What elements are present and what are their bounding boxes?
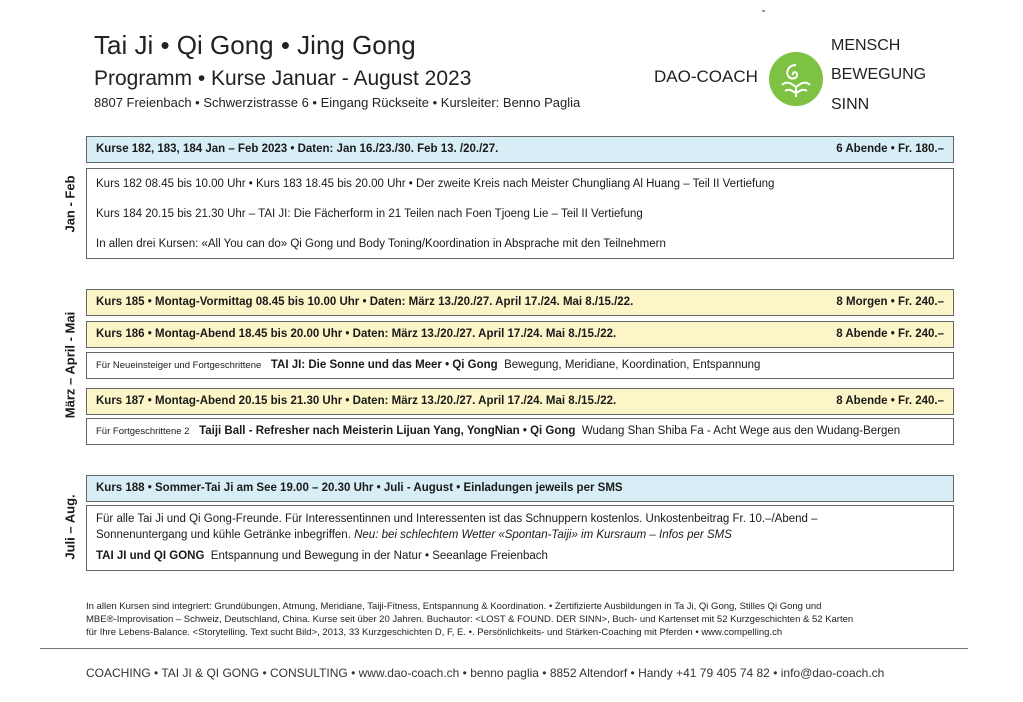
footnote <box>86 600 946 639</box>
footer-divider <box>40 648 968 649</box>
summer-line-1: Für alle Tai Ji und Qi Gong-Freunde. Für Interessentinnen und Interessenten ist das Schnuppern kostenlos. Unkostenbeitrag Fr. 10.–/Abend – <box>96 513 818 525</box>
detail-row: Kurs 184 20.15 bis 21.30 Uhr – TAI JI: Die Fächerform in 21 Teilen nach Foen Tjoeng Lie – Teil II Vertiefung <box>96 208 643 220</box>
summer-line-3-rest: Entspannung und Bewegung in der Natur • Seeanlage Freienbach <box>210 550 548 562</box>
kurs-185-left: Kurs 185 • Montag-Vormittag 08.45 bis 10.00 Uhr • Daten: März 13./20./27. April 17./24. Mai 8./15./22. <box>96 296 634 308</box>
page-subtitle: Programm • Kurse Januar - August 2023 <box>94 67 472 90</box>
section-label-jan-feb: Jan - Feb <box>62 175 78 233</box>
banner-kurs-187 <box>86 388 954 415</box>
detail-row: Kurs 182 08.45 bis 10.00 Uhr • Kurs 183 18.45 bis 20.00 Uhr • Der zweite Kreis nach Meister Chungliang Al Huang – Teil II Vertiefung <box>96 178 775 190</box>
course-topics: Wudang Shan Shiba Fa - Acht Wege aus den Wudang-Bergen <box>581 425 901 437</box>
word-sinn: SINN <box>831 96 870 113</box>
footnote-line: MBE®-Improvisation – Schweiz, Deutschland, China. Kurse seit über 20 Jahren. Buchautor: <LOST & FOUND. DER SINN>, Buch- und Kartenset mit 52 Kurzgeschichten & 52 Karten <box>86 614 854 625</box>
kurs-187-description <box>86 418 954 445</box>
banner-kurs-186 <box>86 321 954 348</box>
word-bewegung: BEWEGUNG <box>831 66 927 83</box>
banner-kurs-188 <box>86 475 954 502</box>
footer-contact: COACHING • TAI JI & QI GONG • CONSULTING • www.dao-coach.ch • benno paglia • 8852 Altendorf • Handy +41 79 405 74 82 • info@dao-coach.ch <box>86 666 885 680</box>
address-line: 8807 Freienbach • Schwerzistrasse 6 • Eingang Rückseite • Kursleiter: Benno Paglia <box>94 95 581 110</box>
word-mensch: MENSCH <box>831 37 901 54</box>
details-jan-feb <box>86 168 954 259</box>
summer-line-2a: Sonnenuntergang und kühle Getränke inbegriffen. <box>96 529 351 541</box>
summer-line-3-bold: TAI JI und QI GONG <box>96 550 205 562</box>
kurs-187-right: 8 Abende • Fr. 240.– <box>836 395 944 407</box>
banner-jan-feb <box>86 136 954 163</box>
scan-mark <box>762 10 765 12</box>
green-spiral-logo-icon <box>768 51 824 107</box>
banner-jan-feb-right: 6 Abende • Fr. 180.– <box>836 143 944 155</box>
kurs-188-description <box>86 505 954 571</box>
detail-row: In allen drei Kursen: «All You can do» Qi Gong und Body Toning/Koordination in Absprache mit den Teilnehmern <box>96 238 666 250</box>
section-label-jul-aug: Juli – Aug. <box>62 494 78 560</box>
kurs-188-banner-text: Kurs 188 • Sommer-Tai Ji am See 19.00 – 20.30 Uhr • Juli - August • Einladungen jeweils per SMS <box>96 482 623 494</box>
course-title: Taiji Ball - Refresher nach Meisterin Lijuan Yang, YongNian • Qi Gong <box>199 425 576 437</box>
kurs-186-description <box>86 352 954 379</box>
course-topics: Bewegung, Meridiane, Koordination, Entspannung <box>504 359 761 371</box>
banner-kurs-185 <box>86 289 954 316</box>
page-title: Tai Ji • Qi Gong • Jing Gong <box>94 30 416 60</box>
summer-line-2b: Neu: bei schlechtem Wetter «Spontan-Taiji» im Kursraum – Infos per SMS <box>354 529 732 541</box>
kurs-187-left: Kurs 187 • Montag-Abend 20.15 bis 21.30 Uhr • Daten: März 13./20./27. April 17./24. Mai 8./15./22. <box>96 395 617 407</box>
audience-note: Für Neueinsteiger und Fortgeschrittene <box>96 360 262 371</box>
kurs-185-right: 8 Morgen • Fr. 240.– <box>836 296 944 308</box>
course-title: TAI JI: Die Sonne und das Meer • Qi Gong <box>270 359 498 371</box>
kurs-186-left: Kurs 186 • Montag-Abend 18.45 bis 20.00 Uhr • Daten: März 13./20./27. April 17./24. Mai 8./15./22. <box>96 328 617 340</box>
brand-name: DAO-COACH <box>654 67 758 86</box>
footnote-line: In allen Kursen sind integriert: Grundübungen, Atmung, Meridiane, Taiji-Fitness, Entspannung & Koordination. • Zertifizierte Ausbildungen in Ta Ji, Qi Gong, Stilles Qi Gong und <box>86 601 822 612</box>
section-label-mar-may: März – April - Mai <box>62 311 78 419</box>
banner-jan-feb-left: Kurse 182, 183, 184 Jan – Feb 2023 • Daten: Jan 16./23./30. Feb 13. /20./27. <box>96 143 499 155</box>
footnote-line: für Ihre Lebens-Balance. <Storytelling. Text sucht Bild>, 2013, 33 Kurzgeschichten D, F, E. •. Persönlichkeits- und Stärken-Coaching mit Pferden • www.compelling.ch <box>86 627 783 638</box>
kurs-186-right: 8 Abende • Fr. 240.– <box>836 328 944 340</box>
audience-note: Für Fortgeschrittene 2 <box>96 426 190 437</box>
